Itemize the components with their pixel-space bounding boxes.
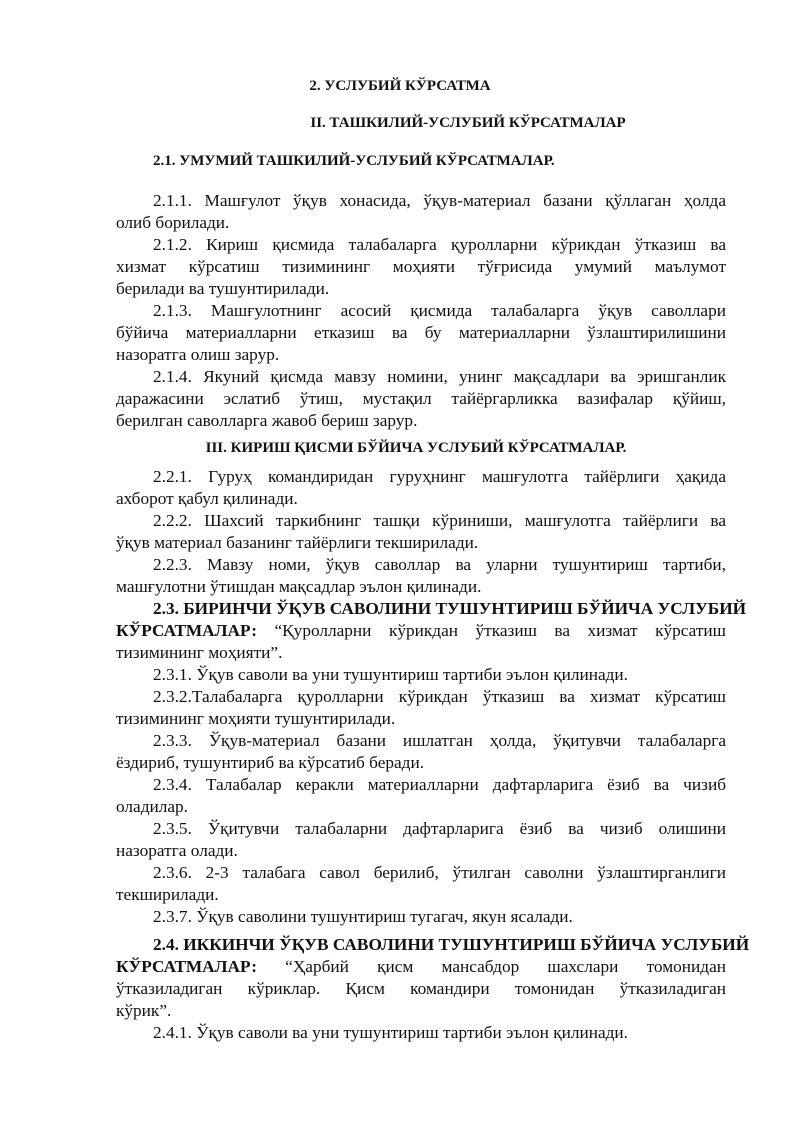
paragraph-line: 2.2.2. Шахсий таркибнинг ташқи кўриниши, машғулотга тайёрлиги ва [153,511,726,530]
paragraph-line: ёздириб, тушунтириб ва кўрсатиб беради. [116,753,425,772]
paragraph-line: назоратга олиш зарур. [116,345,280,364]
heading-2-4-continued: КЎРСАТМАЛАР: [116,957,257,976]
paragraph-line: 2.1.4. Якуний қисмда мавзу номини, унинг мақсадлари ва эришганлик [153,367,726,386]
paragraph-line: тизимининг моҳияти”. [116,643,283,662]
paragraph-line: 2.3.7. Ўқув саволини тушунтириш тугагач, якун ясалади. [153,907,573,926]
heading-2-3: 2.3. БИРИНЧИ ЎҚУВ САВОЛИНИ ТУШУНТИРИШ БЎЙИЧА УСЛУБИЙ [153,599,747,618]
paragraph-line: бўйича материалларни етказиш ва бу материалларни ўзлаштирилишини [116,323,726,342]
paragraph-line: текширилади. [116,885,219,904]
heading-2-1: 2.1. УМУМИЙ ТАШКИЛИЙ-УСЛУБИЙ КЎРСАТМАЛАР. [153,153,555,169]
paragraph-line: оладилар. [116,797,189,816]
paragraph-line: ўқув материал базанинг тайёрлиги текширилади. [116,533,479,552]
paragraph-line: 2.2.1. Гуруҳ командиридан гуруҳнинг машғулотга тайёрлиги ҳақида [153,467,726,486]
paragraph-line: даражасини эслатиб ўтиш, мустақил тайёргарликка вазифалар қўйиш, [116,389,726,408]
paragraph-line: 2.4.1. Ўқув саволи ва уни тушунтириш тартиби эълон қилинади. [153,1023,628,1042]
paragraph-line: 2.3.6. 2-3 талабага савол берилиб, ўтилган саволни ўзлаштирганлиги [153,863,726,882]
paragraph-line: 2.3.5. Ўқитувчи талабаларни дафтарларига ёзиб ва чизиб олишини [153,819,726,838]
heading-2-3-continued: КЎРСАТМАЛАР: [116,621,257,640]
heading-intro-part: III. КИРИШ ҚИСМИ БЎЙИЧА УСЛУБИЙ КЎРСАТМАЛАР. [205,440,627,456]
paragraph-line: 2.1.3. Машғулотнинг асосий қисмида талабаларга ўқув саволлари [153,301,726,320]
paragraph-line: берилган саволларга жавоб бериш зарур. [116,411,418,430]
paragraph-line [116,620,726,642]
paragraph-line: 2.1.1. Машғулот ўқув хонасида, ўқув-материал базани қўллаган ҳолда [153,191,726,210]
paragraph-line: олиб борилади. [116,213,230,232]
heading-2-4: 2.4. ИККИНЧИ ЎҚУВ САВОЛИНИ ТУШУНТИРИШ БЎЙИЧА УСЛУБИЙ [153,935,750,954]
paragraph-line: ахборот қабул қилинади. [116,489,298,508]
paragraph-line: 2.2.3. Мавзу номи, ўқув саволлар ва уларни тушунтириш тартиби, [153,555,726,574]
paragraph-line: ўтказиладиган кўриклар. Қисм командири томонидан ўтказиладиган [116,979,726,998]
paragraph-line [116,956,726,978]
paragraph-line: берилади ва тушунтирилади. [116,279,330,298]
paragraph-line: 2.3.4. Талабалар керакли материалларни дафтарларига ёзиб ва чизиб [153,775,726,794]
paragraph-line: 2.3.1. Ўқув саволи ва уни тушунтириш тартиби эълон қилинади. [153,665,628,684]
topic-title: “Қуролларни кўрикдан ўтказиш ва хизмат кўрсатиш [256,621,726,640]
heading-section-2: 2. УСЛУБИЙ КЎРСАТМА [309,78,491,94]
paragraph-line: хизмат кўрсатиш тизимининг моҳияти тўғрисида умумий маълумот [116,257,726,276]
paragraph-line: назоратга олади. [116,841,238,860]
paragraph-line: 2.3.2.Талабаларга қуролларни кўрикдан ўтказиш ва хизмат кўрсатиш [153,687,726,706]
heading-organizational: II. ТАШКИЛИЙ-УСЛУБИЙ КЎРСАТМАЛАР [310,115,626,131]
paragraph-line: тизимининг моҳияти тушунтирилади. [116,709,396,728]
paragraph-line: кўрик”. [116,1001,172,1020]
topic-title: “Ҳарбий қисм мансабдор шахслари томонидан [256,957,726,976]
paragraph-line: 2.1.2. Кириш қисмида талабаларга қуролларни кўрикдан ўтказиш ва [153,235,726,254]
paragraph-line: машғулотни ўтишдан мақсадлар эълон қилинади. [116,577,482,596]
paragraph-line: 2.3.3. Ўқув-материал базани ишлатган ҳолда, ўқитувчи талабаларга [153,731,726,750]
